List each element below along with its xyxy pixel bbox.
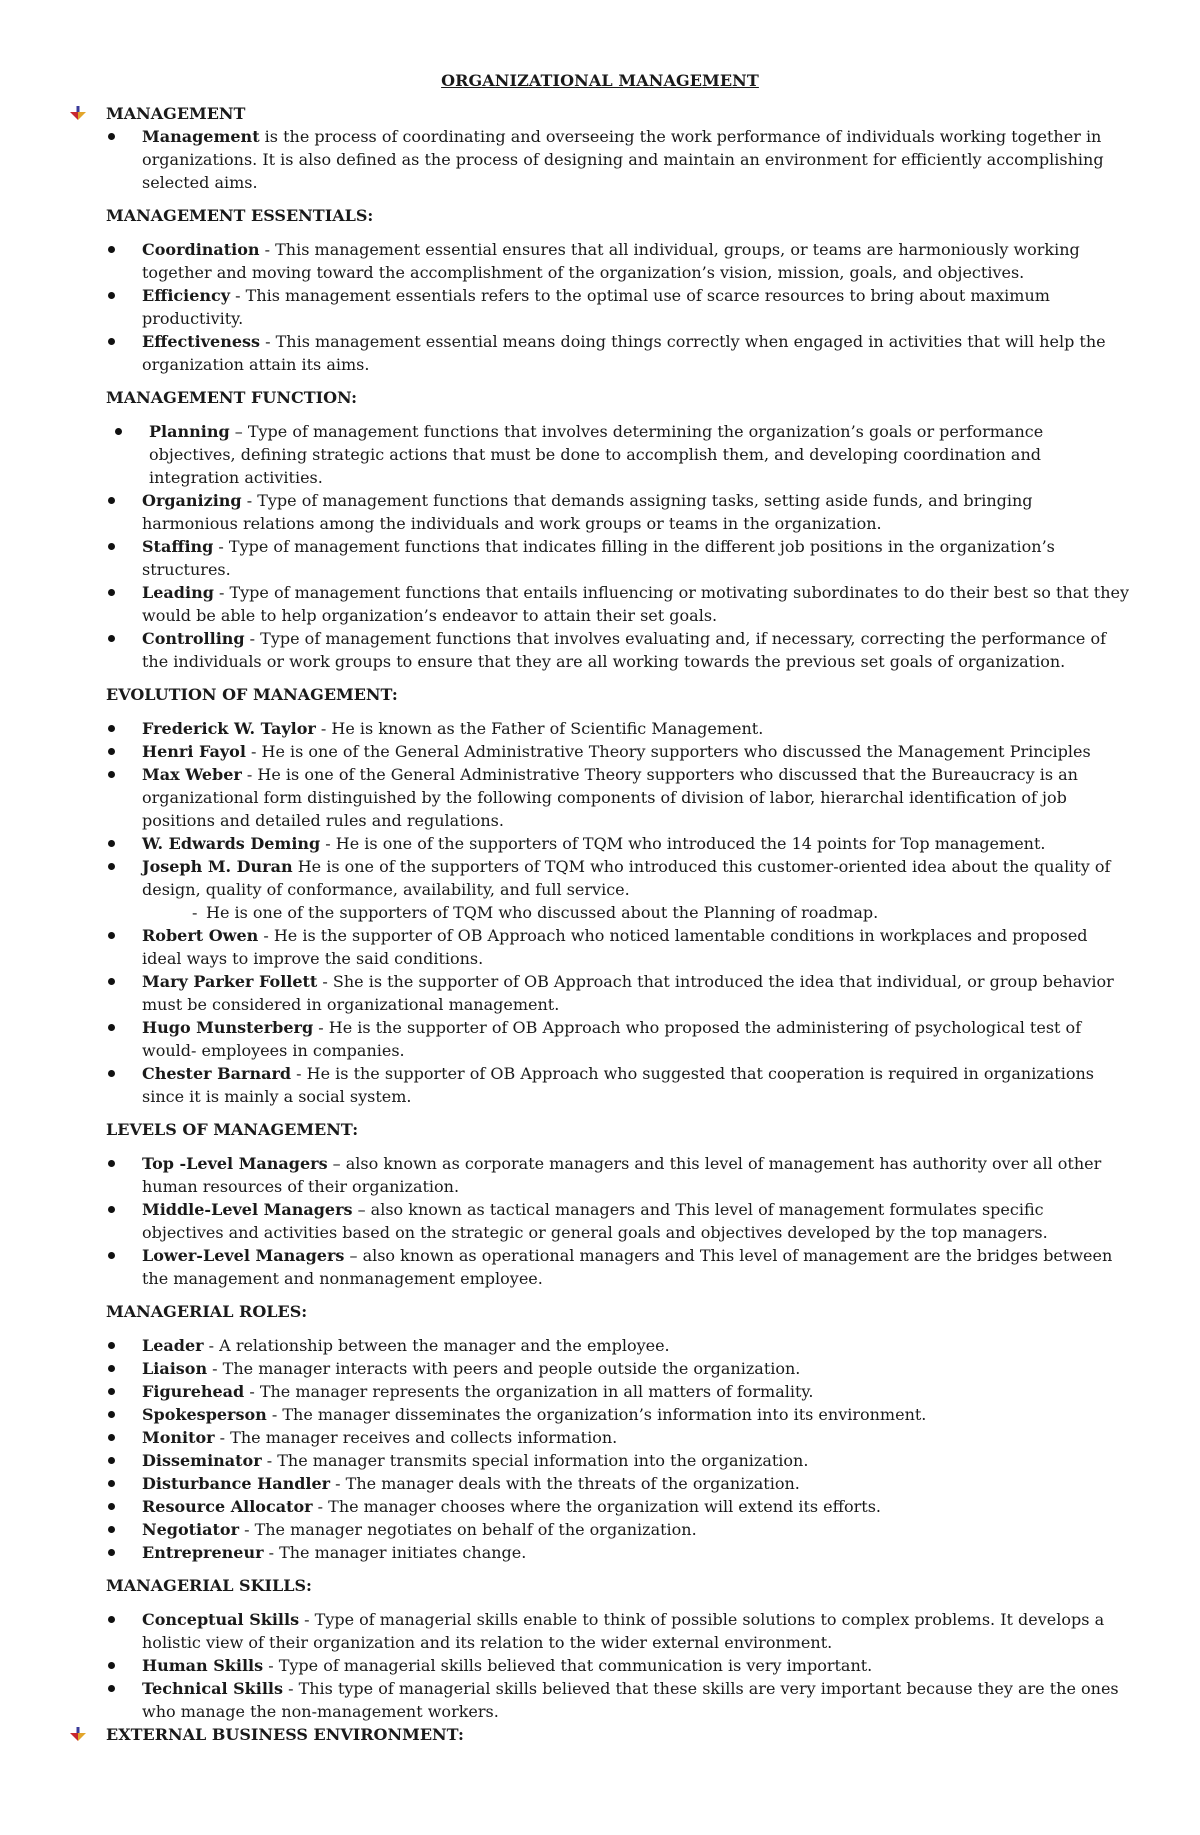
bullet-dot-icon bbox=[108, 1160, 115, 1167]
list-item bbox=[142, 1152, 1130, 1198]
list-item bbox=[142, 1016, 1130, 1062]
item-term: Resource Allocator bbox=[142, 1497, 313, 1516]
bullet-dot-icon bbox=[108, 771, 115, 778]
item-term: Negotiator bbox=[142, 1520, 239, 1539]
list-item bbox=[142, 238, 1130, 284]
item-term: Disseminator bbox=[142, 1451, 262, 1470]
item-term: Top -Level Managers bbox=[142, 1154, 328, 1173]
item-text: - Type of managerial skills enable to think of possible solutions to complex problems. It develops a holistic view of their organization and its relation to the wider external environment. bbox=[142, 1610, 1105, 1652]
bullet-dot-icon bbox=[108, 1252, 115, 1259]
item-term: Entrepreneur bbox=[142, 1543, 264, 1562]
section-heading-roles: MANAGERIAL ROLES: bbox=[106, 1302, 308, 1321]
item-term: Coordination bbox=[142, 240, 260, 259]
dash-marker: - bbox=[192, 903, 198, 922]
bullet-dot-icon bbox=[108, 1365, 115, 1372]
bullet-dot-icon bbox=[108, 1616, 115, 1623]
item-text: - This management essentials refers to the optimal use of scarce resources to bring about maximum productivity. bbox=[142, 286, 1050, 328]
list-item bbox=[142, 717, 1130, 740]
item-text: - He is the supporter of OB Approach who proposed the administering of psychological test of would- employees in companies. bbox=[142, 1018, 1082, 1060]
item-text: - Type of management functions that indicates filling in the different job positions in the organization’s structures. bbox=[142, 537, 1055, 579]
item-text: - He is one of the General Administrative Theory supporters who discussed that the Bureaucracy is an organizational form distinguished by the following components of division of labor, hierarchal identification of job positions and detailed rules and regulations. bbox=[142, 765, 1078, 830]
item-term: Liaison bbox=[142, 1359, 208, 1378]
item-text: He is one of the supporters of TQM who introduced this customer-oriented idea about the quality of design, quality of conformance, availability, and full service. bbox=[142, 857, 1111, 899]
item-term: Spokesperson bbox=[142, 1405, 267, 1424]
list-item bbox=[142, 420, 1130, 489]
item-term: Chester Barnard bbox=[142, 1064, 292, 1083]
list-item bbox=[142, 763, 1130, 832]
levels-list bbox=[70, 1152, 1130, 1290]
bullet-dot-icon bbox=[115, 428, 122, 435]
item-text: - He is one of the General Administrative Theory supporters who discussed the Management Principles bbox=[245, 742, 1091, 761]
item-term: Henri Fayol bbox=[142, 742, 246, 761]
bullet-dot-icon bbox=[108, 1503, 115, 1510]
bullet-dot-icon bbox=[108, 338, 115, 345]
item-term: Efficiency bbox=[142, 286, 231, 305]
item-text: – also known as operational managers and This level of management are the bridges between the management and nonmanagement employee. bbox=[142, 1246, 1113, 1288]
list-item bbox=[142, 581, 1130, 627]
list-item bbox=[142, 1541, 1130, 1564]
list-item bbox=[142, 1244, 1130, 1290]
item-text: - He is one of the supporters of TQM who introduced the 14 points for Top management. bbox=[320, 834, 1046, 853]
item-text: - The manager represents the organization in all matters of formality. bbox=[244, 1382, 814, 1401]
list-item bbox=[142, 1608, 1130, 1654]
bullet-dot-icon bbox=[108, 978, 115, 985]
list-item bbox=[142, 489, 1130, 535]
item-text: is the process of coordinating and overseeing the work performance of individuals working together in organizations. It is also defined as the process of designing and maintain an environment for efficiently accomplishing selected aims. bbox=[142, 127, 1104, 192]
section-heading-text: MANAGEMENT bbox=[106, 104, 246, 123]
bullet-dot-icon bbox=[108, 1070, 115, 1077]
list-item bbox=[142, 535, 1130, 581]
item-term: Joseph M. Duran bbox=[142, 857, 293, 876]
list-item bbox=[142, 855, 1130, 901]
arrow-down-icon bbox=[70, 1727, 86, 1741]
bullet-dot-icon bbox=[108, 1685, 115, 1692]
list-item bbox=[142, 924, 1130, 970]
item-term: Robert Owen bbox=[142, 926, 259, 945]
item-term: Mary Parker Follett bbox=[142, 972, 318, 991]
item-term: Lower-Level Managers bbox=[142, 1246, 345, 1265]
evolution-list bbox=[70, 717, 1130, 901]
item-text: - This type of managerial skills believed that these skills are very important because they are the ones who manage the non-management workers. bbox=[142, 1679, 1119, 1721]
section-heading-functions: MANAGEMENT FUNCTION: bbox=[106, 388, 357, 407]
item-text: – also known as corporate managers and this level of management has authority over all other human resources of their organization. bbox=[142, 1154, 1102, 1196]
item-term: Controlling bbox=[142, 629, 245, 648]
item-text: - Type of management functions that entails influencing or motivating subordinates to do their best so that they would be able to help organization’s endeavor to attain their set goals. bbox=[142, 583, 1130, 625]
item-term: Frederick W. Taylor bbox=[142, 719, 316, 738]
section-heading-management bbox=[70, 102, 1130, 125]
bullet-dot-icon bbox=[108, 932, 115, 939]
list-item bbox=[142, 330, 1130, 376]
section-heading-levels: LEVELS OF MANAGEMENT: bbox=[106, 1120, 359, 1139]
item-text: - This management essential ensures that all individual, groups, or teams are harmoniously working together and moving toward the accomplishment of the organization’s vision, mission, goals, and objectives. bbox=[142, 240, 1080, 282]
list-item bbox=[142, 1426, 1130, 1449]
item-text: - This management essential means doing things correctly when engaged in activities that will help the organization attain its aims. bbox=[142, 332, 1106, 374]
item-term: Figurehead bbox=[142, 1382, 245, 1401]
item-text: - The manager interacts with peers and people outside the organization. bbox=[207, 1359, 801, 1378]
item-text: - The manager chooses where the organization will extend its efforts. bbox=[312, 1497, 882, 1516]
list-item bbox=[142, 1677, 1130, 1723]
bullet-dot-icon bbox=[108, 840, 115, 847]
item-term: W. Edwards Deming bbox=[142, 834, 321, 853]
item-text: - The manager receives and collects information. bbox=[214, 1428, 618, 1447]
list-item bbox=[142, 1357, 1130, 1380]
item-term: Middle-Level Managers bbox=[142, 1200, 353, 1219]
bullet-dot-icon bbox=[108, 1206, 115, 1213]
bullet-dot-icon bbox=[108, 635, 115, 642]
item-term: Human Skills bbox=[142, 1656, 264, 1675]
functions-list bbox=[70, 420, 1130, 673]
item-text: He is one of the supporters of TQM who discussed about the Planning of roadmap. bbox=[206, 903, 879, 922]
bullet-dot-icon bbox=[108, 748, 115, 755]
section-heading-essentials: MANAGEMENT ESSENTIALS: bbox=[106, 206, 374, 225]
item-text: - The manager transmits special information into the organization. bbox=[261, 1451, 809, 1470]
bullet-dot-icon bbox=[108, 246, 115, 253]
bullet-dot-icon bbox=[108, 1434, 115, 1441]
section-heading-external bbox=[70, 1723, 1130, 1746]
item-text: - Type of management functions that demands assigning tasks, setting aside funds, and bringing harmonious relations among the individuals and work groups or teams in the organization. bbox=[142, 491, 1033, 533]
item-text: - The manager negotiates on behalf of the organization. bbox=[239, 1520, 697, 1539]
list-item bbox=[142, 970, 1130, 1016]
list-item bbox=[142, 1449, 1130, 1472]
list-item bbox=[142, 1334, 1130, 1357]
sub-list-item bbox=[70, 901, 1130, 924]
list-item bbox=[142, 1380, 1130, 1403]
item-text: - He is the supporter of OB Approach who noticed lamentable conditions in workplaces and proposed ideal ways to improve the said conditions. bbox=[142, 926, 1088, 968]
list-item bbox=[142, 284, 1130, 330]
bullet-dot-icon bbox=[108, 1526, 115, 1533]
item-text: - The manager deals with the threats of the organization. bbox=[330, 1474, 800, 1493]
essentials-list bbox=[70, 238, 1130, 376]
item-text: - Type of management functions that involves evaluating and, if necessary, correcting the performance of the individuals or work groups to ensure that they are all working towards the previous set goals of organization. bbox=[142, 629, 1107, 671]
evolution-list-continued bbox=[70, 924, 1130, 1108]
bullet-dot-icon bbox=[108, 1388, 115, 1395]
bullet-dot-icon bbox=[108, 1411, 115, 1418]
item-text: - He is known as the Father of Scientific Management. bbox=[315, 719, 764, 738]
bullet-dot-icon bbox=[108, 292, 115, 299]
item-text: - The manager initiates change. bbox=[263, 1543, 527, 1562]
item-term: Staffing bbox=[142, 537, 214, 556]
section-heading-text: EXTERNAL BUSINESS ENVIRONMENT: bbox=[106, 1725, 464, 1744]
item-text: - He is the supporter of OB Approach who suggested that cooperation is required in organizations since it is mainly a social system. bbox=[142, 1064, 1094, 1106]
bullet-dot-icon bbox=[108, 543, 115, 550]
bullet-dot-icon bbox=[108, 1342, 115, 1349]
section-heading-skills: MANAGERIAL SKILLS: bbox=[106, 1576, 312, 1595]
list-item bbox=[142, 125, 1130, 194]
bullet-dot-icon bbox=[108, 1480, 115, 1487]
item-term: Planning bbox=[149, 422, 230, 441]
bullet-dot-icon bbox=[108, 1662, 115, 1669]
bullet-dot-icon bbox=[108, 133, 115, 140]
item-text: - A relationship between the manager and the employee. bbox=[203, 1336, 670, 1355]
page-title: ORGANIZATIONAL MANAGEMENT bbox=[441, 71, 759, 90]
item-term: Organizing bbox=[142, 491, 242, 510]
list-item bbox=[142, 1518, 1130, 1541]
management-list bbox=[70, 125, 1130, 194]
bullet-dot-icon bbox=[108, 725, 115, 732]
list-item bbox=[142, 1198, 1130, 1244]
item-text: - Type of managerial skills believed that communication is very important. bbox=[263, 1656, 873, 1675]
list-item bbox=[142, 1062, 1130, 1108]
bullet-dot-icon bbox=[108, 1457, 115, 1464]
item-term: Hugo Munsterberg bbox=[142, 1018, 314, 1037]
item-term: Technical Skills bbox=[142, 1679, 283, 1698]
list-item bbox=[142, 1472, 1130, 1495]
skills-list bbox=[70, 1608, 1130, 1723]
arrow-down-icon bbox=[70, 106, 86, 120]
bullet-dot-icon bbox=[108, 1549, 115, 1556]
item-text: - She is the supporter of OB Approach that introduced the idea that individual, or group behavior must be considered in organizational management. bbox=[142, 972, 1114, 1014]
item-text: – Type of management functions that involves determining the organization’s goals or performance objectives, defining strategic actions that must be done to accomplish them, and developing coordination and integration activities. bbox=[149, 422, 1044, 487]
list-item bbox=[142, 740, 1130, 763]
item-term: Management bbox=[142, 127, 260, 146]
list-item bbox=[142, 1403, 1130, 1426]
list-item bbox=[142, 1495, 1130, 1518]
item-term: Effectiveness bbox=[142, 332, 261, 351]
item-term: Disturbance Handler bbox=[142, 1474, 331, 1493]
list-item bbox=[142, 832, 1130, 855]
item-text: - The manager disseminates the organization’s information into its environment. bbox=[266, 1405, 927, 1424]
section-heading-evolution: EVOLUTION OF MANAGEMENT: bbox=[106, 685, 398, 704]
bullet-dot-icon bbox=[108, 1024, 115, 1031]
list-item bbox=[142, 1654, 1130, 1677]
item-term: Monitor bbox=[142, 1428, 215, 1447]
item-term: Max Weber bbox=[142, 765, 242, 784]
item-term: Leading bbox=[142, 583, 214, 602]
item-term: Leader bbox=[142, 1336, 204, 1355]
bullet-dot-icon bbox=[108, 863, 115, 870]
list-item bbox=[142, 627, 1130, 673]
bullet-dot-icon bbox=[108, 589, 115, 596]
roles-list bbox=[70, 1334, 1130, 1564]
item-text: – also known as tactical managers and This level of management formulates specific objectives and activities based on the strategic or general goals and objectives developed by the top managers. bbox=[142, 1200, 1048, 1242]
bullet-dot-icon bbox=[108, 497, 115, 504]
item-term: Conceptual Skills bbox=[142, 1610, 300, 1629]
